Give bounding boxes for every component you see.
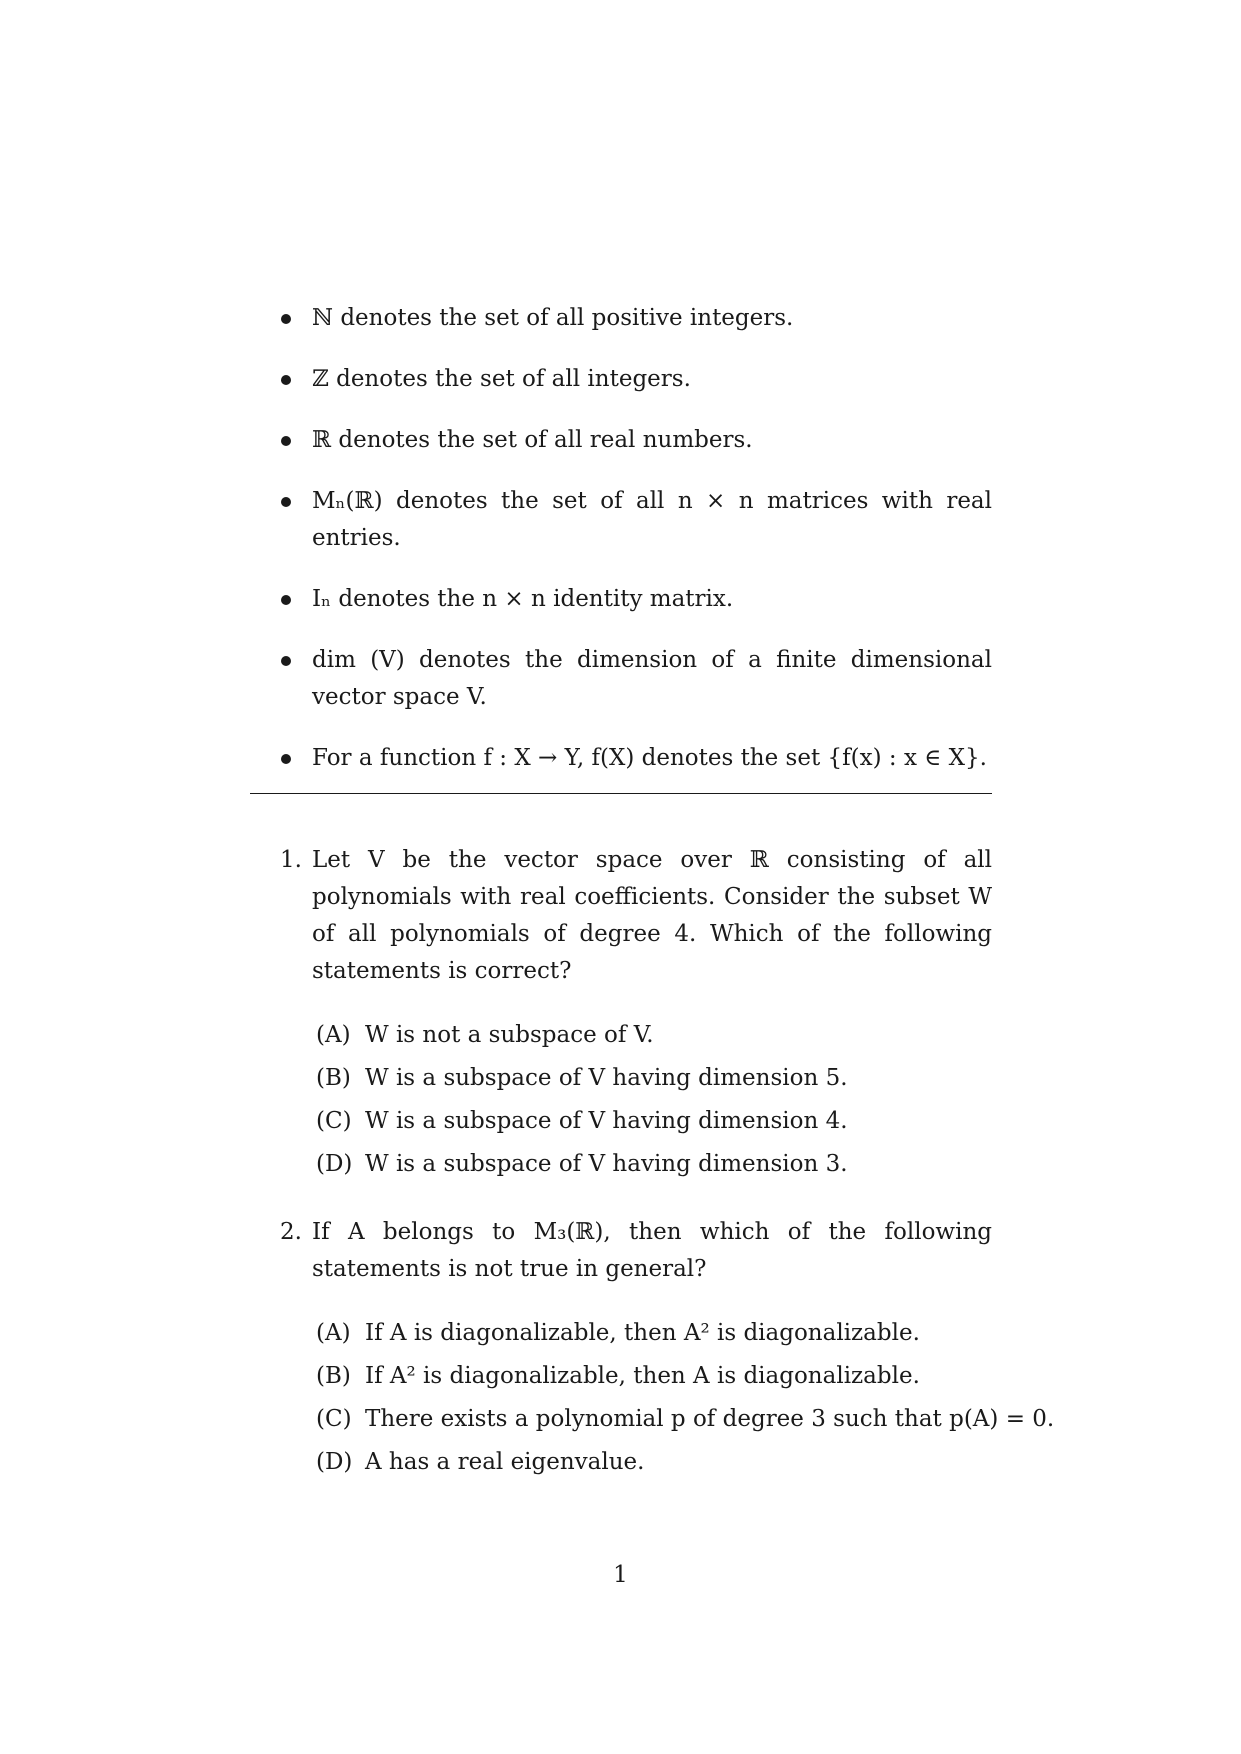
option-list [316, 1312, 1055, 1484]
option-text: If A is diagonalizable, then A² is diagonalizable. [365, 1320, 920, 1346]
page-number: 1 [613, 1562, 628, 1588]
bullet-icon [281, 595, 291, 605]
notation-text: ℤ denotes the set of all integers. [312, 366, 691, 392]
question-2 [280, 1214, 1055, 1484]
notation-text: Iₙ denotes the n × n identity matrix. [312, 586, 734, 612]
option-text: W is a subspace of V having dimension 5. [365, 1065, 848, 1091]
question-stem: Let V be the vector space over ℝ consisting of all polynomials with real coefficients. Consider the subset W of all polynomials of degree 4. Which of the following statements is correct? [312, 847, 992, 984]
option-label: (D) [316, 1449, 353, 1475]
bullet-icon [281, 314, 291, 324]
bullet-icon [281, 375, 291, 385]
notation-item [312, 361, 992, 398]
option-label: (D) [316, 1151, 353, 1177]
option-c[interactable] [316, 1100, 992, 1143]
option-text: W is a subspace of V having dimension 3. [365, 1151, 848, 1177]
option-label: (A) [316, 1022, 351, 1048]
notation-item [312, 740, 992, 777]
notation-text: ℝ denotes the set of all real numbers. [312, 427, 753, 453]
notation-text: dim (V) denotes the dimension of a finite dimensional vector space V. [312, 647, 992, 710]
option-a[interactable] [316, 1312, 992, 1355]
notation-list [280, 300, 992, 801]
question-stem: If A belongs to M₃(ℝ), then which of the following statements is not true in general? [312, 1219, 992, 1282]
question-number: 1. [280, 847, 302, 873]
question-number: 2. [280, 1219, 302, 1245]
option-label: (C) [316, 1406, 352, 1432]
option-list [316, 1014, 992, 1186]
notation-item [312, 642, 992, 716]
notation-item [312, 300, 992, 337]
option-text: There exists a polynomial p of degree 3 such that p(A) = 0. [365, 1406, 1055, 1432]
option-c[interactable] [316, 1398, 1055, 1441]
section-divider [250, 793, 992, 794]
notation-item [312, 422, 992, 459]
notation-text: Mₙ(ℝ) denotes the set of all n × n matrices with real entries. [312, 488, 992, 551]
notation-item [312, 581, 992, 618]
option-a[interactable] [316, 1014, 992, 1057]
bullet-icon [281, 656, 291, 666]
option-text: A has a real eigenvalue. [365, 1449, 645, 1475]
option-d[interactable] [316, 1441, 992, 1484]
option-text: If A² is diagonalizable, then A is diagonalizable. [365, 1363, 920, 1389]
option-b[interactable] [316, 1057, 992, 1100]
option-label: (C) [316, 1108, 352, 1134]
option-d[interactable] [316, 1143, 992, 1186]
option-label: (B) [316, 1363, 351, 1389]
notation-item [312, 483, 992, 557]
bullet-icon [281, 754, 291, 764]
question-1 [280, 842, 992, 1186]
option-b[interactable] [316, 1355, 992, 1398]
notation-text: ℕ denotes the set of all positive integers. [312, 305, 794, 331]
bullet-icon [281, 497, 291, 507]
notation-text: For a function f : X → Y, f(X) denotes the set {f(x) : x ∈ X}. [312, 745, 987, 771]
bullet-icon [281, 436, 291, 446]
option-label: (B) [316, 1065, 351, 1091]
option-text: W is a subspace of V having dimension 4. [365, 1108, 848, 1134]
option-text: W is not a subspace of V. [365, 1022, 654, 1048]
option-label: (A) [316, 1320, 351, 1346]
